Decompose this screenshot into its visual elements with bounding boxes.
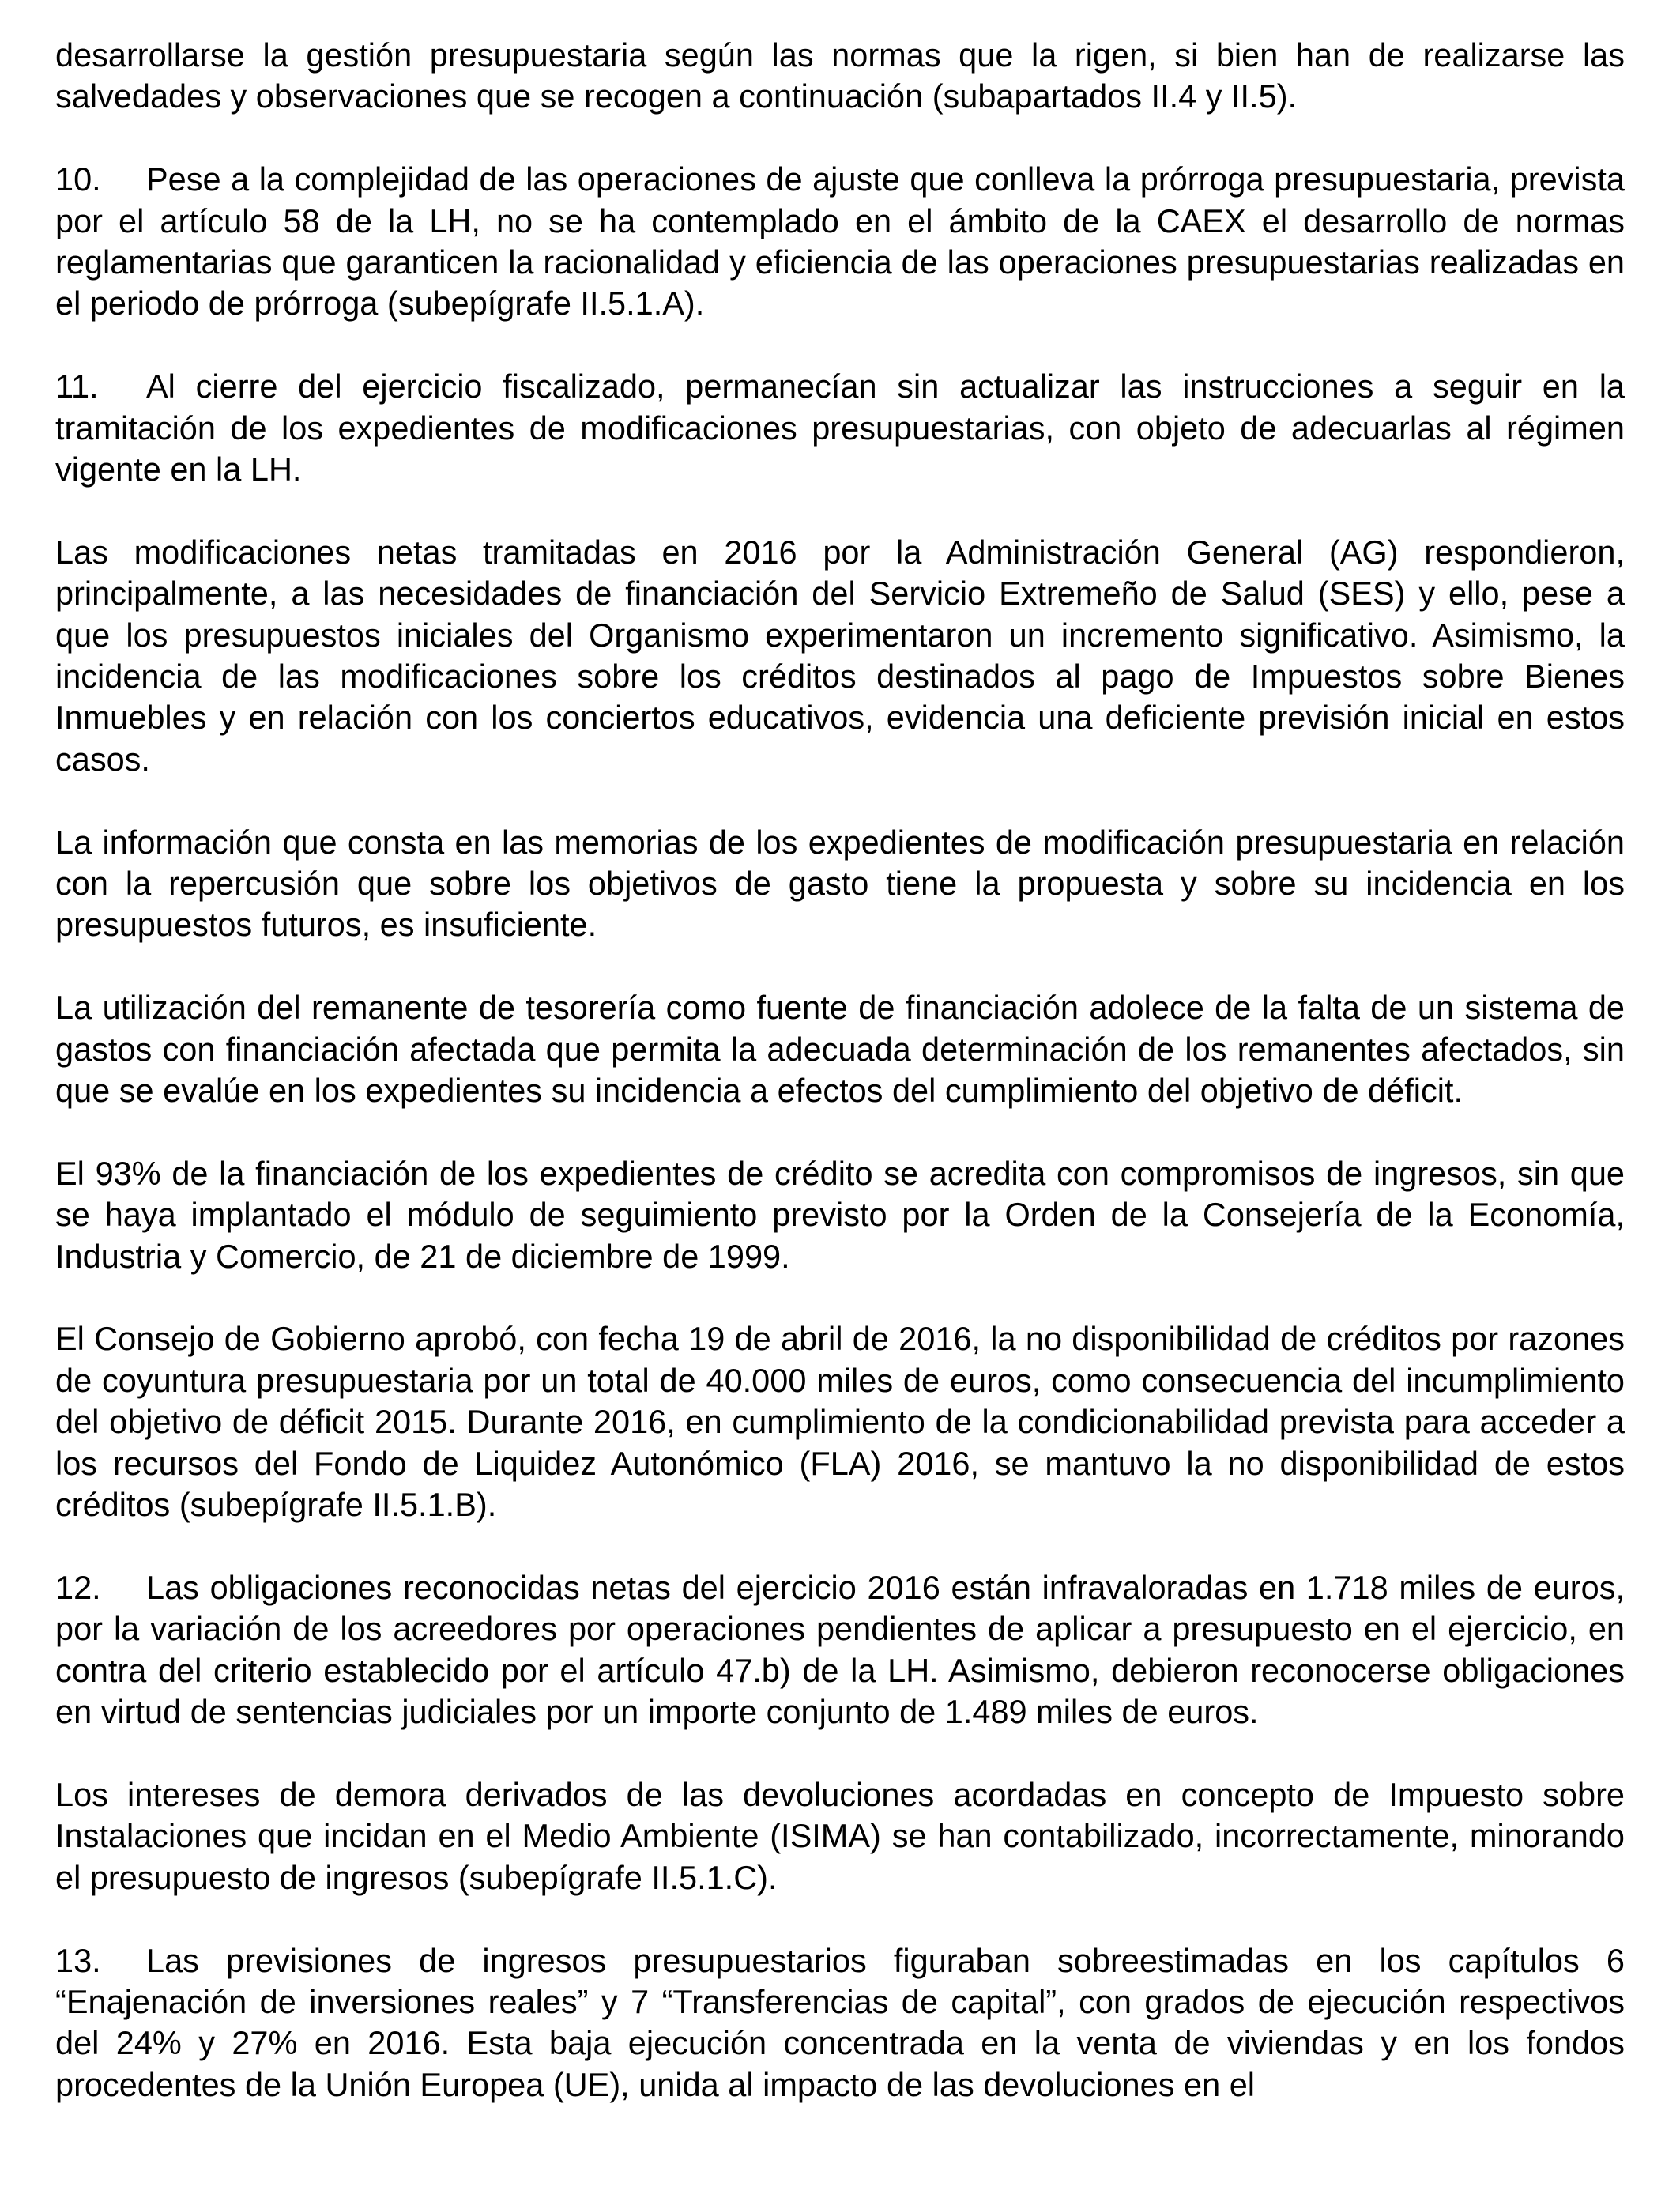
paragraph-text: El 93% de la financiación de los expedientes de crédito se acredita con compromisos de ingresos, sin que se haya implantado el módulo de seguimiento previsto por la Orden de la Consejería de la Economía, Industria y Comercio, de 21 de diciembre de 1999. [55, 1154, 1625, 1275]
paragraph-text: Los intereses de demora derivados de las devoluciones acordadas en concepto de Impuesto sobre Instalaciones que incidan en el Medio Ambiente (ISIMA) se han contabilizado, incorrectamente, minorando el presupuesto de ingresos (subepígrafe II.5.1.C). [55, 1775, 1625, 1896]
paragraph-10 [55, 159, 1625, 325]
paragraph-text: desarrollarse la gestión presupuestaria según las normas que la rigen, si bien han de realizarse las salvedades y observaciones que se recogen a continuación (subapartados II.4 y II.5). [55, 36, 1625, 115]
paragraph-text: Pese a la complejidad de las operaciones de ajuste que conlleva la prórroga presupuestaria, prevista por el artículo 58 de la LH, no se ha contemplado en el ámbito de la CAEX el desarrollo de normas reglamentarias que garanticen la racionalidad y eficiencia de las operaciones presupuestarias realizadas en el periodo de prórroga (subepígrafe II.5.1.A). [55, 160, 1625, 322]
paragraph-text: Las previsiones de ingresos presupuestarios figuraban sobreestimadas en los capítulos 6 “Enajenación de inversiones reales” y 7 “Transferencias de capital”, con grados de ejecución respectivos del 24% y 27% en 2016. Esta baja ejecución concentrada en la venta de viviendas y en los fondos procedentes de la Unión Europea (UE), unida al impacto de las devoluciones en el [55, 1941, 1625, 2103]
paragraph-intereses-demora [55, 1774, 1625, 1898]
paragraph-text: La utilización del remanente de tesorería como fuente de financiación adolece de la falta de un sistema de gastos con financiación afectada que permita la adecuada determinación de los remanentes afectados, sin que se evalúe en los expedientes su incidencia a efectos del cumplimiento del objetivo de déficit. [55, 989, 1625, 1110]
paragraph-text: El Consejo de Gobierno aprobó, con fecha 19 de abril de 2016, la no disponibilidad de créditos por razones de coyuntura presupuestaria por un total de 40.000 miles de euros, como consecuencia del incumplimiento del objetivo de déficit 2015. Durante 2016, en cumplimiento de la condicionabilidad prevista para acceder a los recursos del Fondo de Liquidez Autonómico (FLA) 2016, se mantuvo la no disponibilidad de estos créditos (subepígrafe II.5.1.B). [55, 1320, 1625, 1524]
paragraph-text: La información que consta en las memorias de los expedientes de modificación presupuestaria en relación con la repercusión que sobre los objetivos de gasto tiene la propuesta y sobre su incidencia en los presupuestos futuros, es insuficiente. [55, 823, 1625, 944]
paragraph-text: Al cierre del ejercicio fiscalizado, permanecían sin actualizar las instrucciones a seguir en la tramitación de los expedientes de modificaciones presupuestarias, con objeto de adecuarlas al régimen vigente en la LH. [55, 368, 1625, 488]
paragraph-11 [55, 366, 1625, 490]
paragraph-12 [55, 1567, 1625, 1733]
paragraph-text: Las modificaciones netas tramitadas en 2016 por la Administración General (AG) respondieron, principalmente, a las necesidades de financiación del Servicio Extremeño de Salud (SES) y ello, pese a que los presupuestos iniciales del Organismo experimentaron un incremento significativo. Asimismo, la incidencia de las modificaciones sobre los créditos destinados al pago de Impuestos sobre Bienes Inmuebles y en relación con los conciertos educativos, evidencia una deficiente previsión inicial en estos casos. [55, 533, 1625, 778]
document-page [55, 35, 1625, 2105]
paragraph-financiacion-expedientes [55, 1153, 1625, 1277]
paragraph-number: 11. [55, 368, 99, 405]
paragraph-continuation [55, 35, 1625, 118]
paragraph-informacion-memorias [55, 822, 1625, 946]
paragraph-consejo-gobierno [55, 1318, 1625, 1525]
paragraph-text: Las obligaciones reconocidas netas del ejercicio 2016 están infravaloradas en 1.718 miles de euros, por la variación de los acreedores por operaciones pendientes de aplicar a presupuesto en el ejercicio, en contra del criterio establecido por el artículo 47.b) de la LH. Asimismo, debieron reconocerse obligaciones en virtud de sentencias judiciales por un importe conjunto de 1.489 miles de euros. [55, 1568, 1625, 1731]
paragraph-number: 13. [55, 1941, 101, 1979]
paragraph-13 [55, 1940, 1625, 2106]
paragraph-number: 12. [55, 1568, 101, 1606]
paragraph-remanente-tesoreria [55, 987, 1625, 1111]
paragraph-modificaciones-netas [55, 532, 1625, 780]
paragraph-number: 10. [55, 160, 101, 198]
